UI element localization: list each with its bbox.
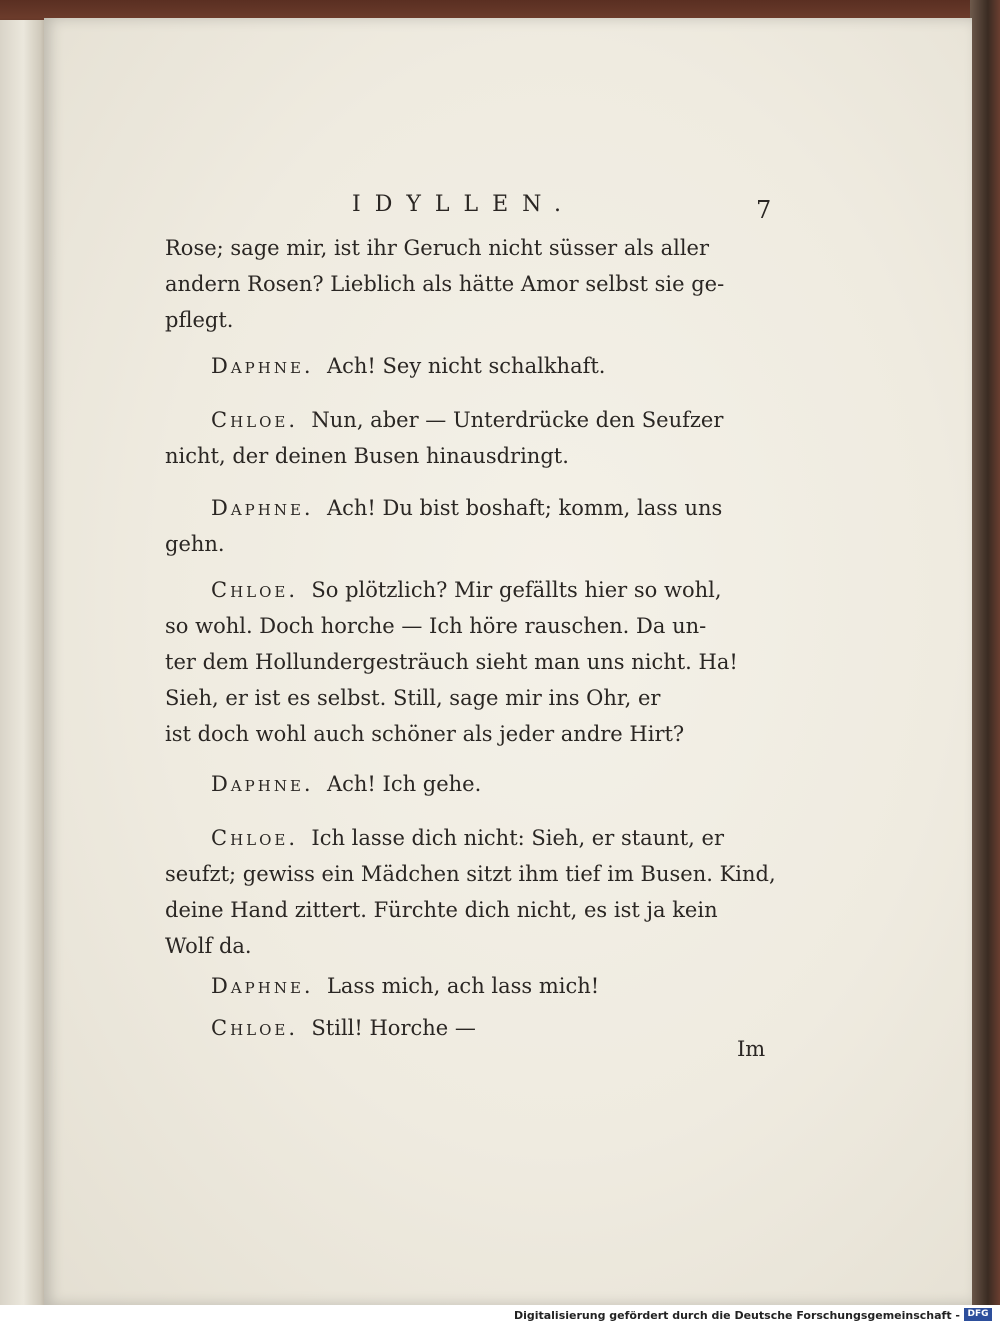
running-title: IDYLLEN.	[352, 192, 575, 217]
page-number: 7	[756, 196, 772, 224]
text-line	[165, 608, 770, 644]
paragraph-0	[165, 230, 770, 338]
speaker-name: Daphne.	[211, 772, 314, 796]
text-line	[165, 892, 770, 928]
line-text: Wolf da.	[165, 934, 252, 958]
text-line	[165, 526, 770, 562]
text-line	[165, 266, 770, 302]
text-line	[165, 302, 770, 338]
speaker-name: Chloe.	[211, 578, 299, 602]
text-line	[165, 644, 770, 680]
text-line	[165, 680, 770, 716]
line-text: andern Rosen? Lieblich als hätte Amor selbst sie ge-	[165, 272, 725, 296]
line-text: Ich lasse dich nicht: Sieh, er staunt, er	[311, 826, 724, 850]
line-text: gehn.	[165, 532, 225, 556]
text-line	[165, 928, 770, 964]
text-line	[165, 490, 770, 526]
speaker-name: Chloe.	[211, 408, 299, 432]
text-line	[165, 438, 770, 474]
line-text: Lass mich, ach lass mich!	[326, 974, 600, 998]
line-text: Ach! Sey nicht schalkhaft.	[326, 354, 606, 378]
paragraph-1	[165, 348, 770, 384]
paragraph-5	[165, 766, 770, 802]
paragraph-3	[165, 490, 770, 562]
text-line	[165, 716, 770, 752]
dfg-logo: DFG	[964, 1308, 992, 1321]
text-line	[165, 820, 770, 856]
text-line	[165, 230, 770, 266]
text-line	[165, 766, 770, 802]
line-text: Ach! Du bist boshaft; komm, lass uns	[326, 496, 723, 520]
paragraph-7	[165, 968, 770, 1004]
text-line	[165, 348, 770, 384]
line-text: Sieh, er ist es selbst. Still, sage mir ins Ohr, er	[165, 686, 661, 710]
line-text: seufzt; gewiss ein Mädchen sitzt ihm tief im Busen. Kind,	[165, 862, 776, 886]
speaker-name: Daphne.	[211, 354, 314, 378]
paragraph-6	[165, 820, 776, 964]
line-text: ist doch wohl auch schöner als jeder andre Hirt?	[165, 722, 685, 746]
line-text: ter dem Hollundergesträuch sieht man uns nicht. Ha!	[165, 650, 738, 674]
text-line	[165, 856, 776, 892]
text-line	[165, 1010, 770, 1046]
text-line	[165, 968, 770, 1004]
line-text: Nun, aber — Unterdrücke den Seufzer	[311, 408, 724, 432]
speaker-name: Daphne.	[211, 496, 314, 520]
line-text: so wohl. Doch horche — Ich höre rauschen. Da un-	[165, 614, 707, 638]
paragraph-8	[165, 1010, 770, 1046]
line-text: Ach! Ich gehe.	[326, 772, 482, 796]
catchword: Im	[737, 1037, 766, 1061]
speaker-name: Daphne.	[211, 974, 314, 998]
speaker-name: Chloe.	[211, 1016, 299, 1040]
line-text: deine Hand zittert. Fürchte dich nicht, es ist ja kein	[165, 898, 718, 922]
right-binding-edge	[970, 0, 1000, 1305]
funding-credit: Digitalisierung gefördert durch die Deutsche Forschungsgemeinschaft -	[513, 1309, 960, 1322]
line-text: nicht, der deinen Busen hinausdringt.	[165, 444, 569, 468]
line-text: Rose; sage mir, ist ihr Geruch nicht süsser als aller	[165, 236, 710, 260]
paragraph-2	[165, 402, 770, 474]
paragraph-4	[165, 572, 770, 752]
text-line	[165, 572, 770, 608]
line-text: pflegt.	[165, 308, 234, 332]
line-text: Still! Horche —	[311, 1016, 476, 1040]
text-line	[165, 402, 770, 438]
line-text: So plötzlich? Mir gefällts hier so wohl,	[311, 578, 722, 602]
speaker-name: Chloe.	[211, 826, 299, 850]
